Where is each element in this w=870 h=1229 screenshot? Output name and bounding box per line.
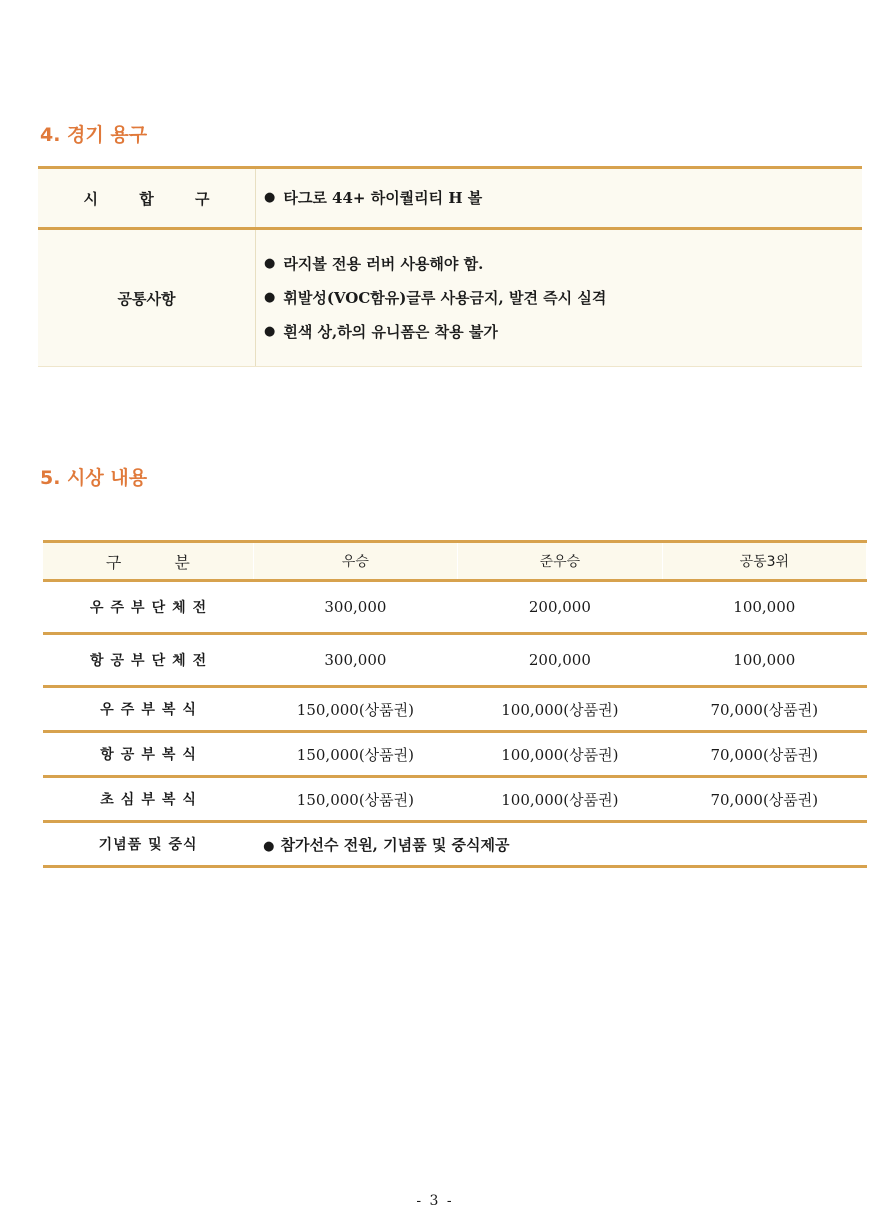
table-row [43, 634, 867, 687]
header-first: 우승 [253, 542, 457, 581]
prize-first: 150,000(상품권) [253, 687, 457, 732]
row-content-common [256, 229, 863, 367]
row-category: 항공부단체전 [43, 634, 253, 687]
section-title-equipment: 4. 경기 용구 [40, 124, 148, 146]
list-item [264, 315, 862, 349]
header-third: 공동3위 [662, 542, 866, 581]
row-category: 항공부복식 [43, 732, 253, 777]
equipment-table [38, 166, 862, 367]
prize-second: 200,000 [458, 581, 662, 634]
bullet-list [264, 247, 862, 349]
prize-first: 300,000 [253, 634, 457, 687]
bullet-icon: ● [264, 256, 276, 271]
memorial-text: 참가선수 전원, 기념품 및 중식제공 [280, 835, 510, 854]
row-label-common: 공통사항 [38, 229, 256, 367]
prize-third: 100,000 [662, 581, 866, 634]
prize-first: 150,000(상품권) [253, 732, 457, 777]
list-item-text: 흰색 상,하의 유니폼은 착용 불가 [283, 323, 498, 341]
table-row [43, 581, 867, 634]
awards-table [43, 540, 867, 868]
memorial-label: 기념품 및 중식 [43, 822, 253, 867]
table-row [43, 687, 867, 732]
list-item [264, 281, 862, 315]
header-second: 준우승 [458, 542, 662, 581]
list-item-text: 휘발성(VOC함유)글루 사용금지, 발견 즉시 실격 [283, 289, 607, 307]
prize-second: 200,000 [458, 634, 662, 687]
table-row [38, 168, 862, 229]
row-label-ball: 시 합 구 [38, 168, 256, 229]
row-category: 초심부복식 [43, 777, 253, 822]
prize-second: 100,000(상품권) [458, 732, 662, 777]
prize-first: 300,000 [253, 581, 457, 634]
prize-third: 100,000 [662, 634, 866, 687]
list-item [264, 247, 862, 281]
page-number: - 3 - [416, 1193, 454, 1209]
prize-first: 150,000(상품권) [253, 777, 457, 822]
list-item [264, 181, 862, 215]
bullet-list [264, 181, 862, 215]
prize-second: 100,000(상품권) [458, 687, 662, 732]
bullet-icon: ● [263, 838, 275, 854]
header-category: 구 분 [43, 542, 253, 581]
prize-third: 70,000(상품권) [662, 732, 866, 777]
memorial-content [253, 822, 866, 867]
prize-third: 70,000(상품권) [662, 687, 866, 732]
table-row [43, 732, 867, 777]
bullet-icon: ● [264, 190, 276, 205]
row-category: 우주부복식 [43, 687, 253, 732]
table-row [43, 777, 867, 822]
list-item-text: 라지볼 전용 러버 사용해야 함. [283, 255, 484, 273]
bullet-icon: ● [264, 324, 276, 339]
table-row [38, 229, 862, 367]
prize-second: 100,000(상품권) [458, 777, 662, 822]
header-row [43, 542, 867, 581]
table-row [43, 822, 867, 867]
prize-third: 70,000(상품권) [662, 777, 866, 822]
row-category: 우주부단체전 [43, 581, 253, 634]
row-content-ball [256, 168, 863, 229]
section-title-awards: 5. 시상 내용 [40, 467, 148, 489]
list-item-text: 타그로 44+ 하이퀄리티 H 볼 [283, 189, 483, 207]
bullet-icon: ● [264, 290, 276, 305]
